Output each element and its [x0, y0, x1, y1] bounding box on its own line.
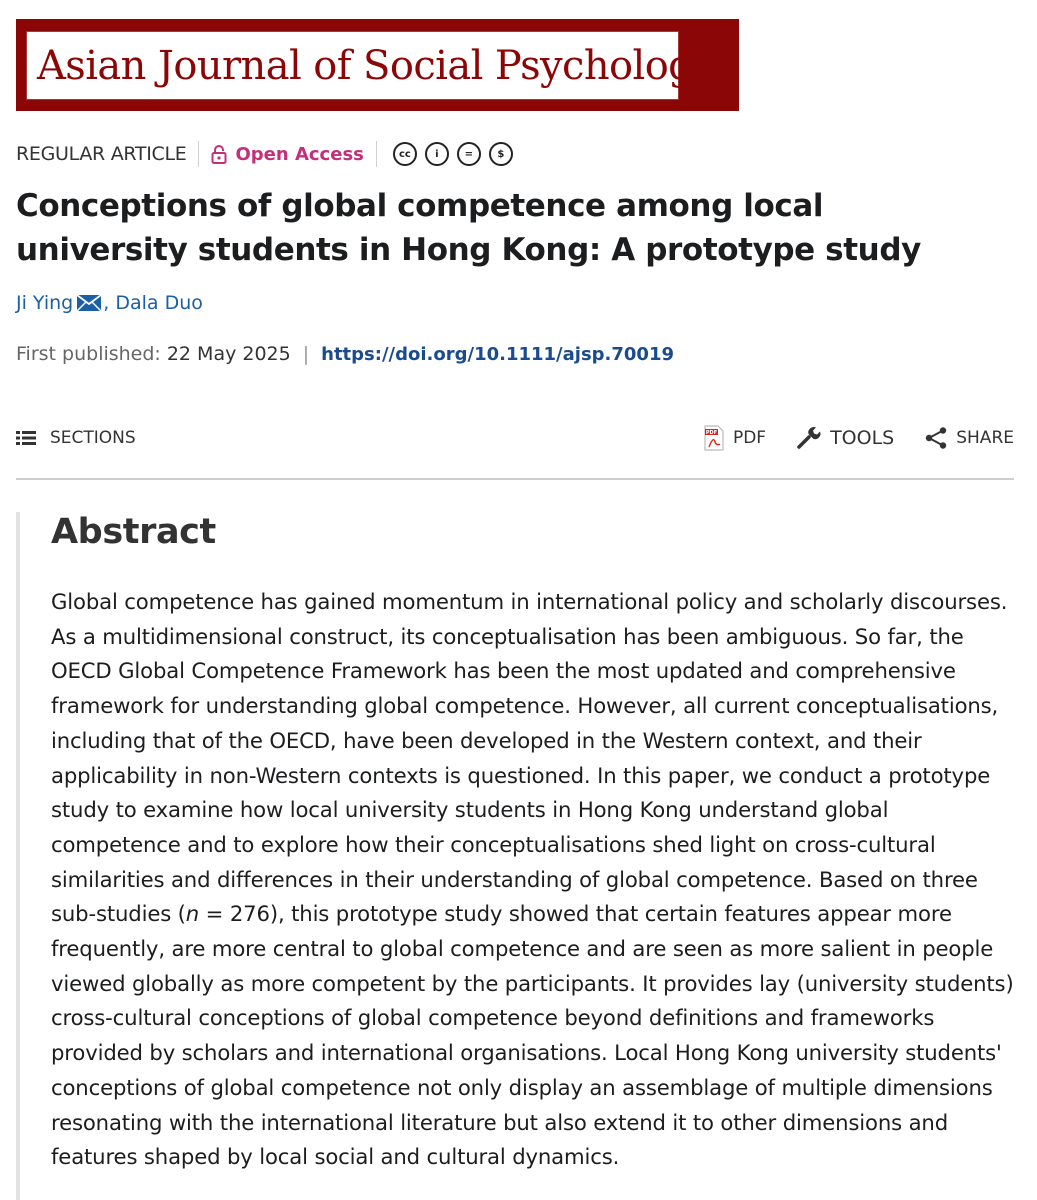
pub-separator: |: [302, 343, 310, 365]
no-derivatives-icon: =: [457, 142, 481, 166]
first-published-label: First published:: [16, 343, 161, 365]
author-link[interactable]: Dala Duo: [115, 292, 203, 314]
sections-button[interactable]: [16, 428, 136, 448]
wrench-icon: [796, 425, 822, 451]
pdf-label: PDF: [732, 428, 767, 448]
share-label: SHARE: [956, 428, 1014, 448]
tools-button[interactable]: [796, 425, 894, 451]
article-toolbar: [16, 420, 1014, 456]
sections-label: SECTIONS: [50, 428, 136, 448]
abstract-text: [51, 585, 1017, 1175]
tools-label: TOOLS: [830, 427, 895, 449]
email-icon[interactable]: [77, 295, 101, 311]
toolbar-actions: [703, 425, 1014, 451]
article-meta: [16, 139, 513, 169]
toolbar-divider: [16, 478, 1014, 480]
license-icons[interactable]: [393, 142, 513, 166]
share-button[interactable]: [924, 426, 1014, 450]
author-separator: ,: [103, 292, 116, 314]
non-commercial-icon: $: [489, 142, 513, 166]
svg-text:PDF: PDF: [705, 430, 718, 436]
open-access-label[interactable]: Open Access: [235, 143, 364, 165]
pdf-icon: [703, 425, 725, 451]
author-list: [16, 292, 203, 314]
author-link[interactable]: Ji Ying: [16, 292, 74, 314]
share-icon: [924, 426, 948, 450]
lock-open-icon: [211, 144, 227, 164]
abstract-accent-bar: [16, 512, 20, 1200]
journal-name: Asian Journal of Social Psychology: [37, 42, 716, 89]
article-type: REGULAR ARTICLE: [16, 143, 187, 165]
journal-logo: [26, 31, 716, 100]
doi-link[interactable]: https://doi.org/10.1111/ajsp.70019: [321, 343, 675, 365]
meta-divider: [376, 141, 377, 167]
list-icon: [16, 430, 36, 446]
meta-divider: [198, 141, 199, 167]
abstract-heading: Abstract: [51, 512, 216, 552]
journal-banner[interactable]: [16, 19, 739, 111]
abstract-text-part-1: Global competence has gained momentum in international policy and scholarly discourses. As a multidimensional construct, its conceptualisation has been ambiguous. So far, the OECD Global Competence Framework has been the most updated and comprehensive framework for understanding global competence. However, all current conceptualisations, including that of the OECD, have been developed in the Western context, and their applicability in non-Western contexts is questioned. In this paper, we conduct a prototype study to examine how local university students in Hong Kong understand global competence and to explore how their conceptualisations shed light on cross-cultural similarities and differences in their understanding of global competence. Based on three sub-studies (: [51, 589, 1008, 927]
publication-date: 22 May 2025: [166, 343, 291, 365]
sample-size-symbol: n: [185, 901, 200, 927]
abstract-text-part-2: = 276), this prototype study showed that certain features appear more frequently, are more central to global competence and are seen as more salient in people viewed globally as more competent by the participants. It provides lay (university students) cross-cultural conceptions of global competence beyond definitions and frameworks provided by scholars and international organisations. Local Hong Kong university students' conceptions of global competence not only display an assemblage of multiple dimensions resonating with the international literature but also extend it to other dimensions and features shaped by local social and cultural dynamics.: [51, 901, 1014, 1170]
cc-icon: cc: [393, 142, 417, 166]
attribution-icon: i: [425, 142, 449, 166]
pdf-button[interactable]: [703, 425, 766, 451]
article-title: Conceptions of global competence among local university students in Hong Kong: A prototype study: [16, 188, 921, 268]
publication-info: [16, 343, 674, 365]
